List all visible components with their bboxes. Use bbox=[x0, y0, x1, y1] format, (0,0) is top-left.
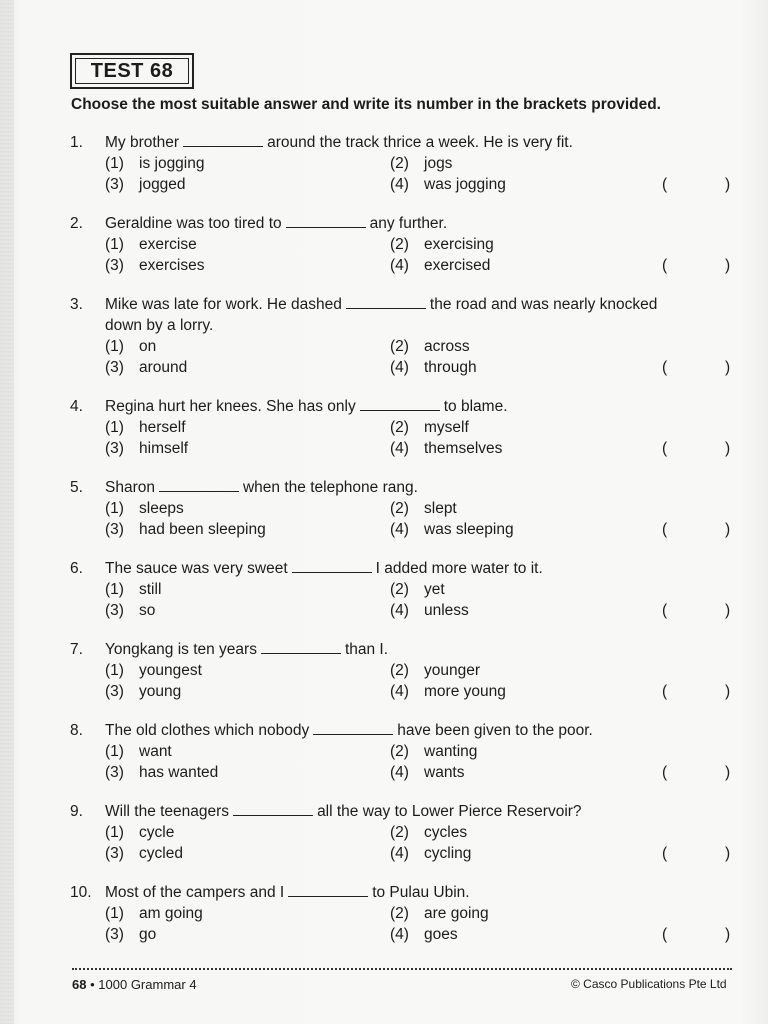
answer-blank[interactable] bbox=[159, 479, 239, 492]
question-text bbox=[105, 641, 388, 659]
option-text: around bbox=[139, 359, 188, 376]
answer-bracket-close[interactable]: ) bbox=[725, 602, 731, 619]
answer-bracket-open[interactable]: ( bbox=[662, 257, 668, 274]
option-3 bbox=[105, 602, 155, 620]
question-text bbox=[105, 560, 543, 578]
answer-bracket-open[interactable]: ( bbox=[662, 926, 668, 943]
option-number: (3) bbox=[105, 521, 124, 538]
instructions: Choose the most suitable answer and write its number in the brackets provided. bbox=[71, 96, 661, 113]
question-text bbox=[105, 134, 573, 152]
answer-bracket-close[interactable]: ) bbox=[725, 926, 731, 943]
answer-bracket-open[interactable]: ( bbox=[662, 845, 668, 862]
option-number: (2) bbox=[390, 236, 409, 253]
question-text bbox=[105, 215, 447, 233]
option-3 bbox=[105, 257, 204, 275]
option-number: (4) bbox=[390, 440, 409, 457]
question-text-segment: around the track thrice a week. He is very fit. bbox=[267, 134, 573, 151]
answer-bracket-open[interactable]: ( bbox=[662, 602, 668, 619]
option-text: cycling bbox=[424, 845, 472, 862]
option-4 bbox=[390, 440, 502, 458]
option-3 bbox=[105, 176, 186, 194]
option-3 bbox=[105, 764, 218, 782]
question-text-segment: all the way to Lower Pierce Reservoir? bbox=[317, 803, 582, 820]
option-text: youngest bbox=[139, 662, 202, 679]
question-text-segment: down by a lorry. bbox=[105, 317, 214, 334]
option-3 bbox=[105, 359, 187, 377]
option-text: is jogging bbox=[139, 155, 205, 172]
option-number: (2) bbox=[390, 824, 409, 841]
question-text-segment: Will the teenagers bbox=[105, 803, 230, 820]
option-number: (1) bbox=[105, 338, 124, 355]
option-1 bbox=[105, 662, 202, 680]
question-text bbox=[105, 884, 470, 902]
question-text-segment: to blame. bbox=[443, 398, 508, 415]
option-text: sleeps bbox=[139, 500, 184, 517]
question-text bbox=[105, 398, 508, 416]
option-4 bbox=[390, 521, 514, 539]
option-text: cycle bbox=[139, 824, 175, 841]
answer-bracket-open[interactable]: ( bbox=[662, 683, 668, 700]
option-2 bbox=[390, 743, 477, 761]
question-text-segment: have been given to the poor. bbox=[397, 722, 593, 739]
option-text: wants bbox=[424, 764, 465, 781]
option-number: (2) bbox=[390, 905, 409, 922]
book-title: 1000 Grammar 4 bbox=[98, 977, 197, 992]
option-1 bbox=[105, 905, 203, 923]
option-text: on bbox=[139, 338, 157, 355]
option-text: am going bbox=[139, 905, 203, 922]
option-text: younger bbox=[424, 662, 481, 679]
option-number: (2) bbox=[390, 419, 409, 436]
question-number: 3. bbox=[70, 296, 83, 313]
option-number: (3) bbox=[105, 359, 124, 376]
question-text-segment: I added more water to it. bbox=[375, 560, 543, 577]
question-text-segment: Most of the campers and I bbox=[105, 884, 285, 901]
option-number: (4) bbox=[390, 257, 409, 274]
option-text: exercised bbox=[424, 257, 491, 274]
option-text: yet bbox=[424, 581, 445, 598]
option-number: (3) bbox=[105, 602, 124, 619]
option-text: exercising bbox=[424, 236, 494, 253]
option-number: (3) bbox=[105, 845, 124, 862]
option-number: (3) bbox=[105, 683, 124, 700]
test-title-box bbox=[70, 53, 194, 89]
option-number: (1) bbox=[105, 905, 124, 922]
question-text-segment: My brother bbox=[105, 134, 180, 151]
option-4 bbox=[390, 257, 490, 275]
option-number: (2) bbox=[390, 155, 409, 172]
option-4 bbox=[390, 176, 506, 194]
option-1 bbox=[105, 743, 172, 761]
answer-bracket-close[interactable]: ) bbox=[725, 683, 731, 700]
option-2 bbox=[390, 338, 470, 356]
option-number: (1) bbox=[105, 500, 124, 517]
option-number: (2) bbox=[390, 581, 409, 598]
question-text bbox=[105, 296, 657, 314]
answer-bracket-close[interactable]: ) bbox=[725, 764, 731, 781]
option-4 bbox=[390, 926, 458, 944]
option-number: (2) bbox=[390, 500, 409, 517]
question-number: 6. bbox=[70, 560, 83, 577]
option-1 bbox=[105, 338, 156, 356]
option-2 bbox=[390, 500, 457, 518]
question-text-segment: Yongkang is ten years bbox=[105, 641, 257, 658]
binding-edge bbox=[0, 0, 14, 1024]
option-number: (3) bbox=[105, 764, 124, 781]
option-number: (3) bbox=[105, 926, 124, 943]
option-text: has wanted bbox=[139, 764, 219, 781]
option-number: (2) bbox=[390, 662, 409, 679]
option-number: (1) bbox=[105, 824, 124, 841]
option-number: (4) bbox=[390, 845, 409, 862]
option-2 bbox=[390, 581, 445, 599]
question-text bbox=[105, 722, 593, 740]
option-2 bbox=[390, 662, 480, 680]
copyright: © Casco Publications Pte Ltd bbox=[571, 977, 727, 991]
option-number: (1) bbox=[105, 743, 124, 760]
question-text-segment: the road and was nearly knocked bbox=[429, 296, 658, 313]
option-text: was jogging bbox=[424, 176, 506, 193]
option-4 bbox=[390, 764, 465, 782]
question-number: 7. bbox=[70, 641, 83, 658]
option-2 bbox=[390, 155, 452, 173]
answer-bracket-close[interactable]: ) bbox=[725, 359, 731, 376]
answer-blank[interactable] bbox=[261, 641, 341, 654]
question-number: 8. bbox=[70, 722, 83, 739]
option-number: (3) bbox=[105, 440, 124, 457]
option-number: (3) bbox=[105, 176, 124, 193]
question-text bbox=[105, 317, 213, 335]
answer-bracket-open[interactable]: ( bbox=[662, 521, 668, 538]
option-text: jogs bbox=[424, 155, 453, 172]
option-1 bbox=[105, 500, 184, 518]
option-text: go bbox=[139, 926, 157, 943]
option-number: (4) bbox=[390, 764, 409, 781]
option-text: cycled bbox=[139, 845, 183, 862]
answer-blank[interactable] bbox=[292, 560, 372, 573]
option-3 bbox=[105, 521, 266, 539]
option-number: (4) bbox=[390, 683, 409, 700]
option-number: (1) bbox=[105, 662, 124, 679]
question-text-segment: The sauce was very sweet bbox=[105, 560, 288, 577]
question-text-segment: than I. bbox=[344, 641, 389, 658]
option-3 bbox=[105, 845, 183, 863]
option-text: was sleeping bbox=[424, 521, 514, 538]
option-2 bbox=[390, 905, 489, 923]
question-number: 2. bbox=[70, 215, 83, 232]
option-text: through bbox=[424, 359, 477, 376]
question-number: 1. bbox=[70, 134, 83, 151]
answer-blank[interactable] bbox=[183, 134, 263, 147]
question-text-segment: The old clothes which nobody bbox=[105, 722, 310, 739]
page-number: 68 bbox=[72, 977, 87, 992]
option-1 bbox=[105, 155, 205, 173]
option-number: (4) bbox=[390, 359, 409, 376]
option-text: more young bbox=[424, 683, 506, 700]
answer-blank[interactable] bbox=[286, 215, 366, 228]
answer-bracket-open[interactable]: ( bbox=[662, 359, 668, 376]
option-text: wanting bbox=[424, 743, 478, 760]
answer-bracket-close[interactable]: ) bbox=[725, 845, 731, 862]
answer-bracket-open[interactable]: ( bbox=[662, 764, 668, 781]
option-2 bbox=[390, 824, 467, 842]
option-text: myself bbox=[424, 419, 469, 436]
option-4 bbox=[390, 683, 506, 701]
option-3 bbox=[105, 926, 156, 944]
option-number: (1) bbox=[105, 155, 124, 172]
option-text: goes bbox=[424, 926, 458, 943]
answer-bracket-open[interactable]: ( bbox=[662, 440, 668, 457]
option-4 bbox=[390, 602, 469, 620]
option-text: slept bbox=[424, 500, 457, 517]
option-4 bbox=[390, 359, 477, 377]
option-text: had been sleeping bbox=[139, 521, 266, 538]
answer-blank[interactable] bbox=[288, 884, 368, 897]
option-text: exercise bbox=[139, 236, 197, 253]
option-1 bbox=[105, 236, 197, 254]
answer-blank[interactable] bbox=[346, 296, 426, 309]
option-text: young bbox=[139, 683, 182, 700]
question-number: 10. bbox=[70, 884, 92, 901]
footer-divider bbox=[72, 968, 732, 970]
option-number: (4) bbox=[390, 926, 409, 943]
option-2 bbox=[390, 236, 494, 254]
option-number: (1) bbox=[105, 236, 124, 253]
option-number: (4) bbox=[390, 602, 409, 619]
answer-blank[interactable] bbox=[360, 398, 440, 411]
question-text bbox=[105, 803, 582, 821]
option-number: (1) bbox=[105, 419, 124, 436]
option-1 bbox=[105, 581, 161, 599]
option-text: still bbox=[139, 581, 162, 598]
question-number: 5. bbox=[70, 479, 83, 496]
option-number: (1) bbox=[105, 581, 124, 598]
option-number: (4) bbox=[390, 521, 409, 538]
option-4 bbox=[390, 845, 471, 863]
test-title: TEST 68 bbox=[75, 58, 189, 84]
option-number: (3) bbox=[105, 257, 124, 274]
answer-blank[interactable] bbox=[233, 803, 313, 816]
footer-bullet: • bbox=[90, 977, 95, 992]
option-text: unless bbox=[424, 602, 469, 619]
answer-bracket-close[interactable]: ) bbox=[725, 521, 731, 538]
question-text-segment: any further. bbox=[369, 215, 448, 232]
question-text-segment: Sharon bbox=[105, 479, 155, 496]
option-text: themselves bbox=[424, 440, 503, 457]
option-text: exercises bbox=[139, 257, 205, 274]
question-text-segment: Mike was late for work. He dashed bbox=[105, 296, 342, 313]
option-3 bbox=[105, 683, 181, 701]
option-1 bbox=[105, 419, 186, 437]
option-number: (2) bbox=[390, 338, 409, 355]
question-text-segment: Regina hurt her knees. She has only bbox=[105, 398, 356, 415]
answer-bracket-close[interactable]: ) bbox=[725, 257, 731, 274]
option-text: want bbox=[139, 743, 172, 760]
question-number: 4. bbox=[70, 398, 83, 415]
option-number: (4) bbox=[390, 176, 409, 193]
option-text: herself bbox=[139, 419, 186, 436]
footer-book-info bbox=[72, 977, 197, 992]
question-text bbox=[105, 479, 418, 497]
option-text: cycles bbox=[424, 824, 468, 841]
answer-bracket-close[interactable]: ) bbox=[725, 176, 731, 193]
option-text: so bbox=[139, 602, 156, 619]
option-1 bbox=[105, 824, 174, 842]
option-text: jogged bbox=[139, 176, 186, 193]
answer-bracket-close[interactable]: ) bbox=[725, 440, 731, 457]
option-3 bbox=[105, 440, 188, 458]
question-text-segment: Geraldine was too tired to bbox=[105, 215, 282, 232]
question-number: 9. bbox=[70, 803, 83, 820]
answer-blank[interactable] bbox=[313, 722, 393, 735]
question-text-segment: to Pulau Ubin. bbox=[372, 884, 470, 901]
option-2 bbox=[390, 419, 469, 437]
option-text: across bbox=[424, 338, 470, 355]
option-text: are going bbox=[424, 905, 489, 922]
option-number: (2) bbox=[390, 743, 409, 760]
answer-bracket-open[interactable]: ( bbox=[662, 176, 668, 193]
question-text-segment: when the telephone rang. bbox=[242, 479, 418, 496]
option-text: himself bbox=[139, 440, 189, 457]
